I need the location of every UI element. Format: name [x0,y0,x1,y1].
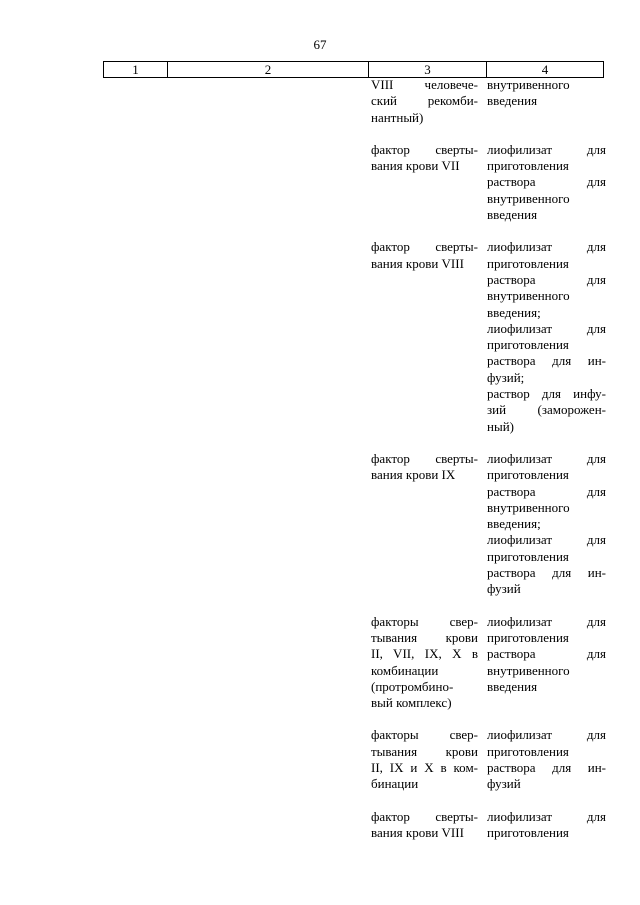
cell-line: ный) [487,418,514,434]
column-header-2: 2 [167,62,368,77]
cell-substance [371,809,478,842]
cell-dosage-form [487,727,606,792]
cell-line: бинации [371,776,419,792]
cell-line: фактор сверты- [371,239,478,255]
cell-line: фактор сверты- [371,808,478,824]
cell-line: факторы свер- [371,613,478,629]
table-row [0,614,640,712]
cell-dosage-form [487,809,606,842]
cell-line: приготовления [487,337,569,353]
cell-dosage-form [487,77,606,126]
cell-line: введения [487,93,538,109]
column-header-1: 1 [103,62,167,77]
cell-line: тывания крови [371,743,478,759]
cell-line: фузий [487,581,521,597]
cell-line: вания крови VIII [371,255,464,271]
cell-line: фактор сверты- [371,450,478,466]
cell-line: раствора для [487,271,606,287]
cell-line: лиофилизат для [487,808,606,824]
cell-line: внутривенного [487,499,570,515]
cell-line: введения; [487,304,541,320]
cell-line: вый комплекс) [371,695,452,711]
cell-substance [371,142,478,223]
cell-line: фактор сверты- [371,141,478,157]
table-row [0,727,640,792]
cell-substance [371,239,478,435]
cell-line: раствор для инфу- [487,386,606,402]
cell-line: введения [487,678,538,694]
cell-line: VIII человече- [371,77,478,92]
cell-line: вания крови IX [371,467,456,483]
cell-line: приготовления [487,467,569,483]
cell-line: II, IX и X в ком- [371,759,478,775]
table-row [0,77,640,126]
cell-line: внутривенного [487,190,570,206]
cell-line: факторы свер- [371,727,478,743]
cell-line: нантный) [371,109,424,125]
cell-line: приготовления [487,629,569,645]
cell-line: приготовления [487,743,569,759]
cell-line: раствора для ин- [487,759,606,775]
cell-line: введения [487,207,538,223]
cell-line: раствора для [487,174,606,190]
table-row [0,239,640,435]
page-number: 67 [313,37,327,52]
cell-line: раствора для [487,646,606,662]
cell-line: вания крови VIII [371,824,464,840]
cell-dosage-form [487,614,606,712]
cell-line: раствора для [487,483,606,499]
cell-line: лиофилизат для [487,613,606,629]
cell-dosage-form [487,239,606,435]
table-header-row [103,61,604,78]
cell-line: лиофилизат для [487,239,606,255]
cell-line: раствора для ин- [487,565,606,581]
cell-line: внутривенного [487,77,570,92]
cell-line: лиофилизат для [487,727,606,743]
cell-line: ский рекомби- [371,93,478,109]
cell-substance [371,727,478,792]
cell-line: II, VII, IX, X в [371,646,478,662]
cell-substance [371,451,478,598]
table-row [0,451,640,598]
cell-line: лиофилизат для [487,141,606,157]
table-row [0,809,640,842]
column-header-4: 4 [486,62,604,77]
cell-substance [371,614,478,712]
cell-dosage-form [487,451,606,598]
cell-substance [371,77,478,126]
cell-dosage-form [487,142,606,223]
cell-line: комбинации [371,662,439,678]
cell-line: лиофилизат для [487,320,606,336]
cell-line: фузий; [487,369,525,385]
cell-line: (протромбино- [371,678,454,694]
cell-line: вания крови VII [371,158,460,174]
cell-line: фузий [487,776,521,792]
cell-line: зий (заморожен- [487,402,606,418]
cell-line: внутривенного [487,662,570,678]
cell-line: приготовления [487,548,569,564]
cell-line: введения; [487,516,541,532]
table-body [0,77,640,841]
cell-line: приготовления [487,158,569,174]
cell-line: лиофилизат для [487,532,606,548]
table-row [0,142,640,223]
cell-line: приготовления [487,824,569,840]
cell-line: раствора для ин- [487,353,606,369]
column-header-3: 3 [368,62,486,77]
cell-line: лиофилизат для [487,450,606,466]
cell-line: внутривенного [487,288,570,304]
cell-line: тывания крови [371,629,478,645]
cell-line: приготовления [487,255,569,271]
